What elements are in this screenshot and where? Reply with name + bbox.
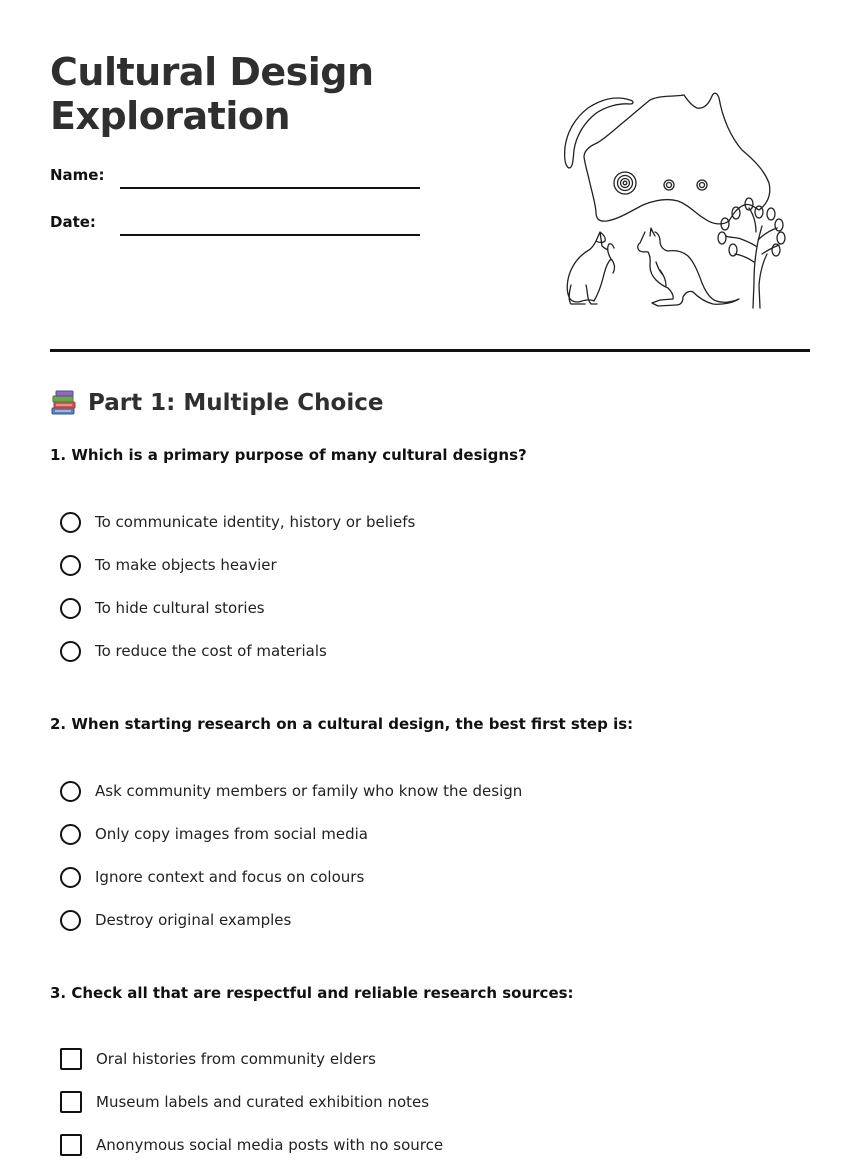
- radio-button[interactable]: [60, 910, 81, 931]
- question-1: 1. Which is a primary purpose of many cultural designs?: [50, 446, 527, 464]
- tree-icon: [718, 198, 785, 308]
- date-field[interactable]: [120, 234, 420, 236]
- option-label: Ask community members or family who know the design: [95, 782, 523, 800]
- option-label: Destroy original examples: [95, 911, 292, 929]
- radio-button[interactable]: [60, 824, 81, 845]
- header-divider: [50, 349, 810, 352]
- option-label: To communicate identity, history or beliefs: [95, 513, 416, 531]
- option-label: Museum labels and curated exhibition notes: [96, 1093, 430, 1111]
- australia-illustration: [555, 90, 795, 315]
- checkbox[interactable]: [60, 1091, 82, 1113]
- question-2: 2. When starting research on a cultural design, the best first step is:: [50, 715, 634, 733]
- q2-option-1[interactable]: [60, 778, 522, 804]
- q3-option-3[interactable]: [60, 1132, 443, 1158]
- q2-option-3[interactable]: [60, 864, 364, 890]
- section-title: Part 1: Multiple Choice: [88, 390, 384, 416]
- option-label: Ignore context and focus on colours: [95, 868, 365, 886]
- part1-header: [50, 389, 383, 417]
- radio-button[interactable]: [60, 512, 81, 533]
- q1-option-1[interactable]: [60, 509, 415, 535]
- name-field[interactable]: [120, 187, 420, 189]
- radio-button[interactable]: [60, 781, 81, 802]
- checkbox[interactable]: [60, 1134, 82, 1156]
- q2-option-4[interactable]: [60, 907, 291, 933]
- q1-option-3[interactable]: [60, 595, 265, 621]
- q3-option-1[interactable]: [60, 1046, 376, 1072]
- option-label: To hide cultural stories: [95, 599, 265, 617]
- books-icon: [50, 389, 78, 417]
- australia-map-icon: [565, 93, 770, 224]
- radio-button[interactable]: [60, 867, 81, 888]
- radio-button[interactable]: [60, 641, 81, 662]
- kangaroo-icon: [638, 228, 739, 306]
- radio-button[interactable]: [60, 555, 81, 576]
- q3-option-2[interactable]: [60, 1089, 429, 1115]
- q2-option-2[interactable]: [60, 821, 368, 847]
- option-label: To reduce the cost of materials: [95, 642, 327, 660]
- q1-option-2[interactable]: [60, 552, 277, 578]
- date-label: Date:: [50, 213, 96, 231]
- checkbox[interactable]: [60, 1048, 82, 1070]
- option-label: Oral histories from community elders: [96, 1050, 376, 1068]
- wallaby-icon: [567, 232, 614, 304]
- option-label: Anonymous social media posts with no source: [96, 1136, 444, 1154]
- question-3: 3. Check all that are respectful and reliable research sources:: [50, 984, 574, 1002]
- option-label: To make objects heavier: [95, 556, 277, 574]
- radio-button[interactable]: [60, 598, 81, 619]
- q1-option-4[interactable]: [60, 638, 327, 664]
- option-label: Only copy images from social media: [95, 825, 368, 843]
- page-title: Cultural Design Exploration: [50, 50, 374, 138]
- name-label: Name:: [50, 166, 105, 184]
